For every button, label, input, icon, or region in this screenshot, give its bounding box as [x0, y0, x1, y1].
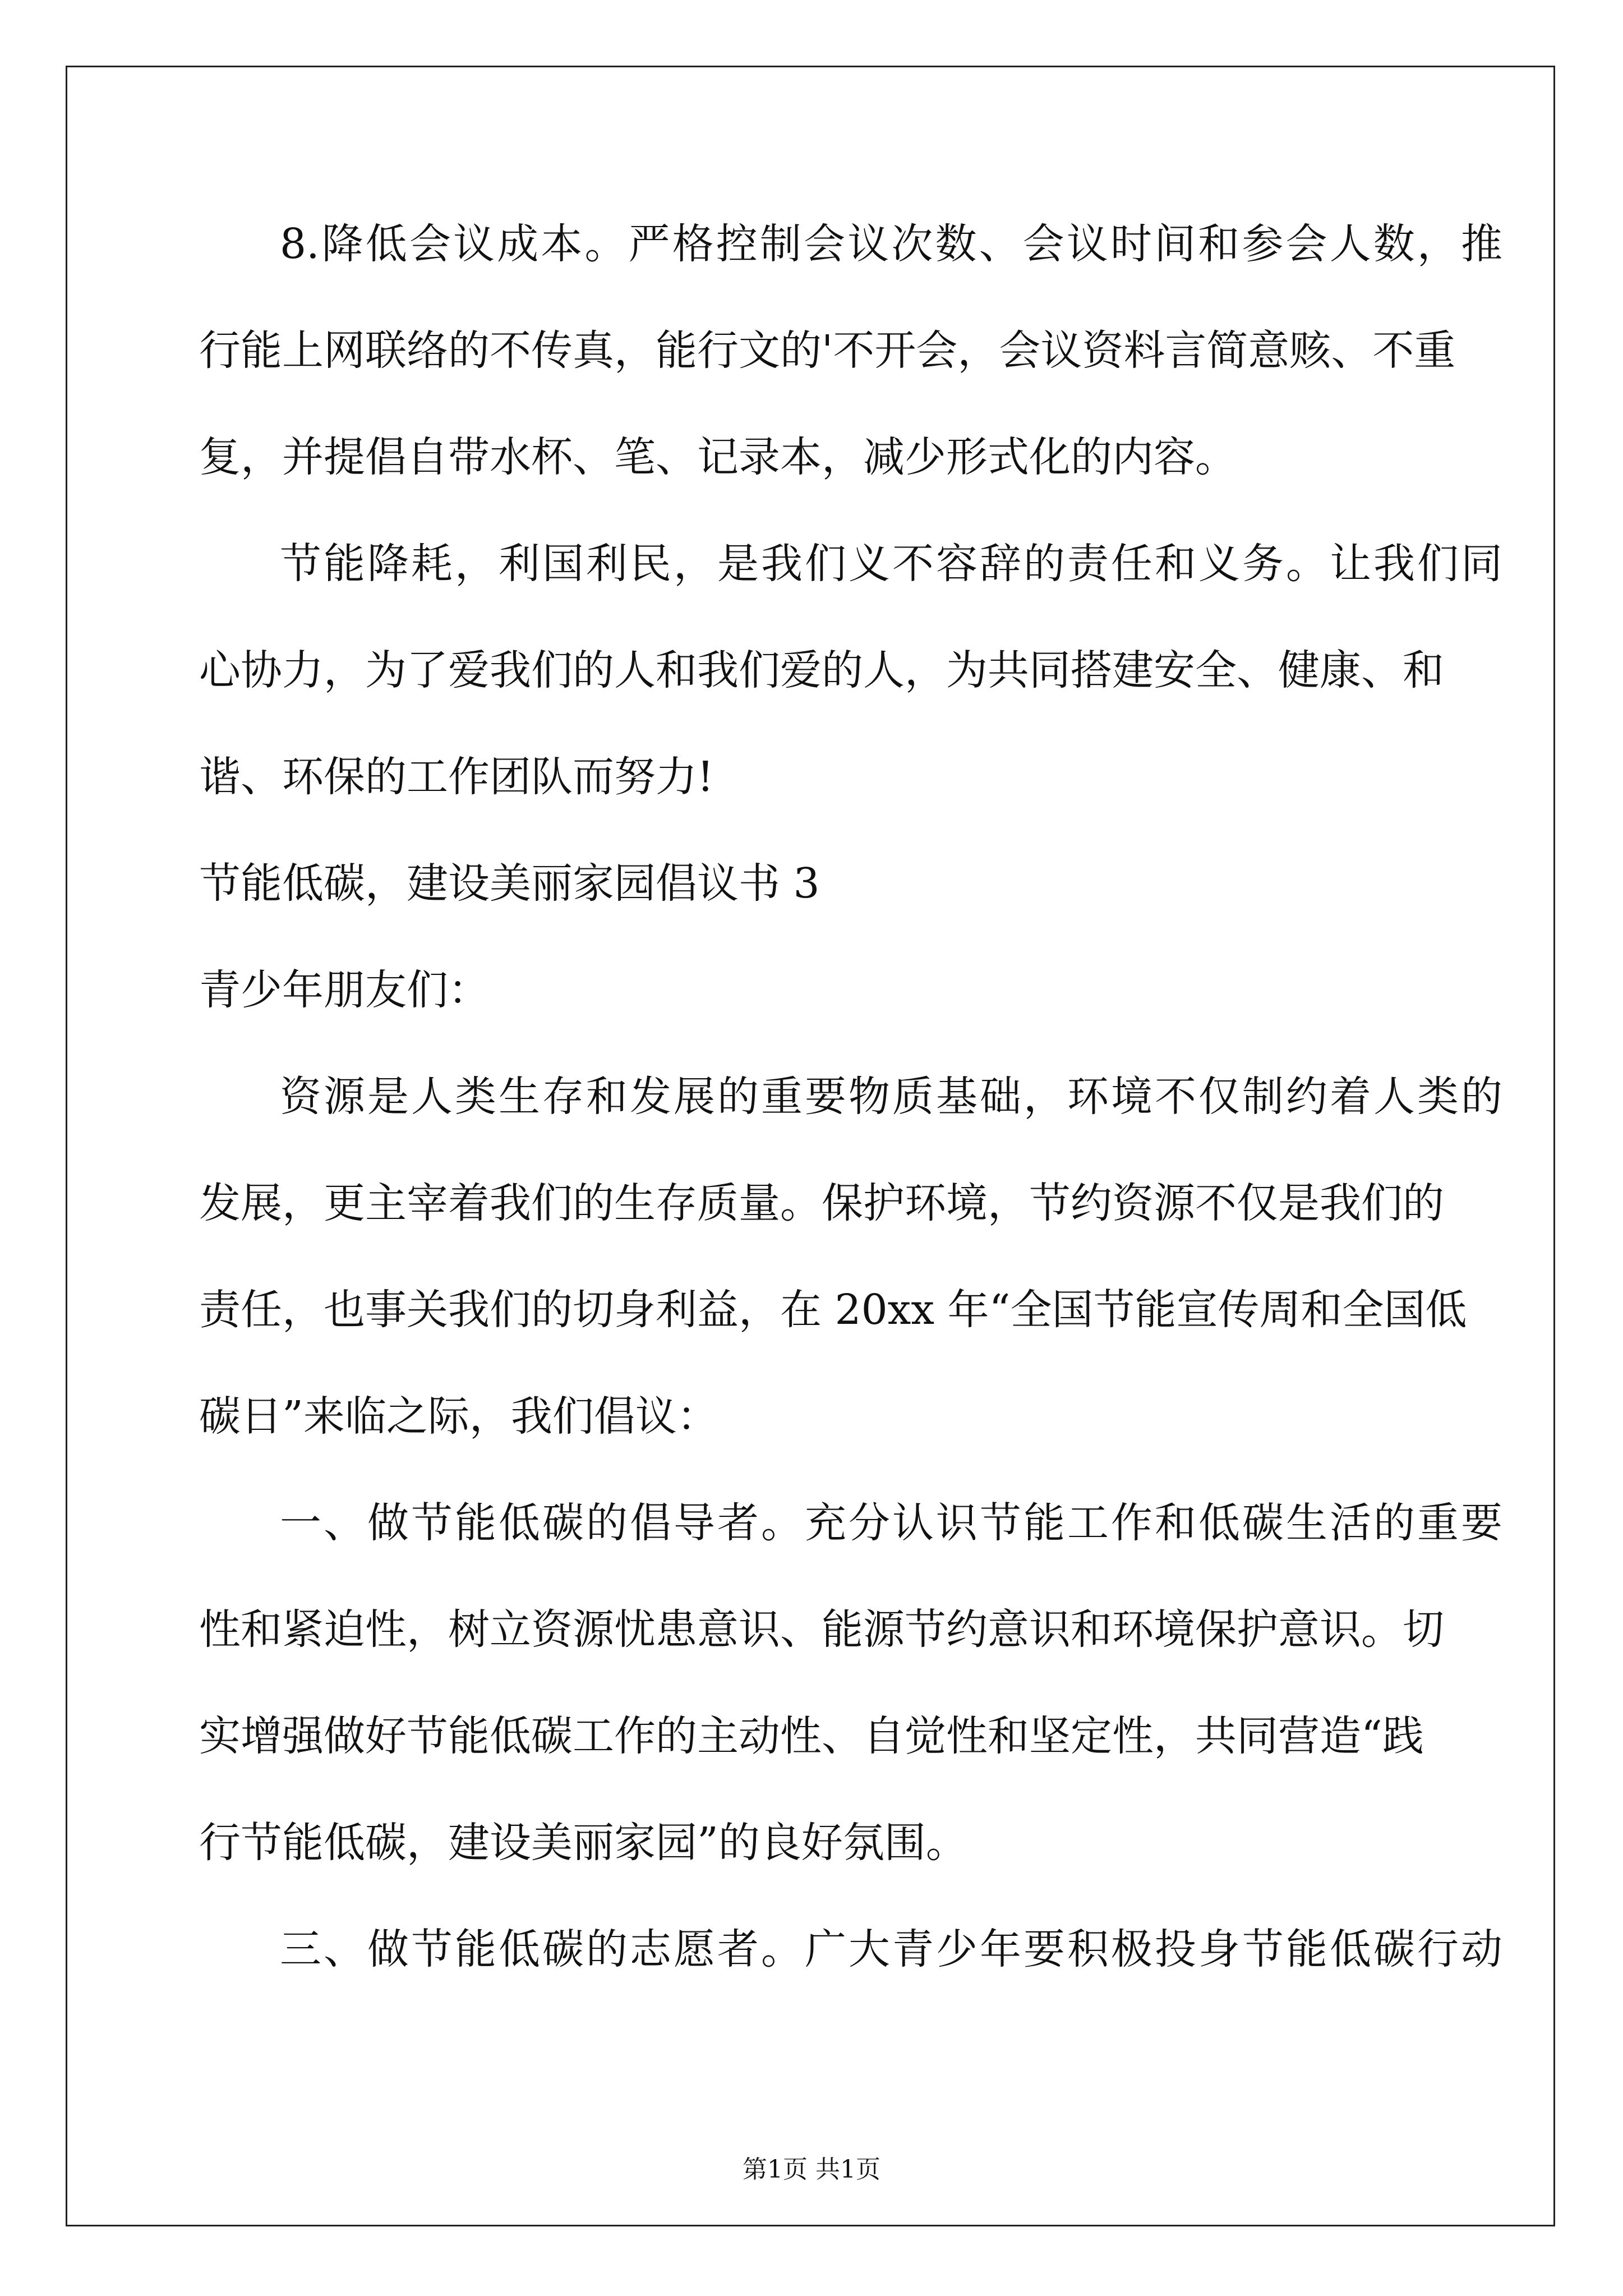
page-border [66, 66, 1555, 2226]
paragraph-line: 实增强做好节能低碳工作的主动性、自觉性和坚定性，共同营造“践 [199, 1712, 1424, 1760]
paragraph-line: 节能降耗，利国利民，是我们义不容辞的责任和义务。让我们同 [280, 540, 1502, 588]
paragraph-line: 一、做节能低碳的倡导者。充分认识节能工作和低碳生活的重要 [280, 1499, 1502, 1547]
paragraph-line: 资源是人类生存和发展的重要物质基础，环境不仅制约着人类的 [280, 1073, 1502, 1121]
paragraph-line: 心协力，为了爱我们的人和我们爱的人，为共同搭建安全、健康、和 [199, 646, 1444, 694]
section-heading: 节能低碳，建设美丽家园倡议书 3 [199, 859, 820, 908]
paragraph-line: 复，并提倡自带水杯、笔、记录本，减少形式化的内容。 [199, 433, 1237, 481]
paragraph-line: 三、做节能低碳的志愿者。广大青少年要积极投身节能低碳行动 [280, 1925, 1502, 1973]
paragraph-line: 性和紧迫性，树立资源忧患意识、能源节约意识和环境保护意识。切 [199, 1605, 1444, 1654]
paragraph-line: 碳日”来临之际，我们倡议： [199, 1392, 718, 1441]
page-footer: 第1页 共1页 [743, 2155, 880, 2184]
salutation: 青少年朋友们： [199, 966, 490, 1014]
paragraph-line: 责任，也事关我们的切身利益，在 20xx 年“全国节能宣传周和全国低 [199, 1286, 1467, 1334]
paragraph-line: 8.降低会议成本。严格控制会议次数、会议时间和参会人数，推 [280, 220, 1502, 268]
paragraph-line: 谐、环保的工作团队而努力! [199, 753, 714, 801]
paragraph-line: 行能上网联络的不传真，能行文的'不开会，会议资料言简意赅、不重 [199, 326, 1456, 375]
paragraph-line: 行节能低碳，建设美丽家园”的良好氛围。 [199, 1819, 967, 1867]
paragraph-line: 发展，更主宰着我们的生存质量。保护环境，节约资源不仅是我们的 [199, 1179, 1444, 1227]
